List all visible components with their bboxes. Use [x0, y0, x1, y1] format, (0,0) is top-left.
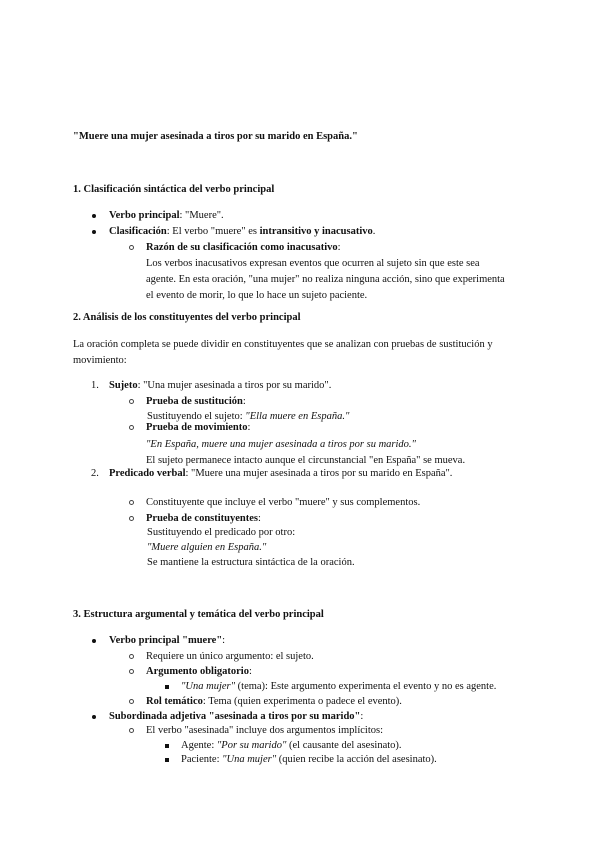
list-item	[109, 379, 331, 393]
example: "Muere alguien en España."	[147, 542, 267, 553]
circle-bullet-icon	[129, 699, 134, 704]
text: :	[247, 422, 251, 433]
text: :	[242, 396, 246, 407]
label: Verbo principal "muere"	[109, 635, 223, 646]
square-bullet-icon	[165, 744, 169, 748]
circle-bullet-icon	[129, 669, 134, 674]
example: "Por su marido"	[216, 740, 287, 751]
paragraph-line: Los verbos inacusativos expresan eventos que ocurren al sujeto sin que este sea	[146, 258, 480, 269]
list-item: Requiere un único argumento: el sujeto.	[146, 651, 314, 662]
label: Prueba de constituyentes	[146, 513, 258, 524]
circle-bullet-icon	[129, 728, 134, 733]
list-item	[181, 739, 402, 753]
list-item	[146, 395, 246, 409]
list-item	[109, 467, 452, 481]
text: : Tema (quien experimenta o padece el evento).	[202, 696, 402, 707]
label: Sujeto	[109, 380, 138, 391]
label: Argumento obligatorio	[146, 666, 249, 677]
text: (tema): Este argumento experimenta el evento y no es agente.	[235, 681, 497, 692]
text: : "Muere".	[179, 210, 224, 221]
circle-bullet-icon	[129, 500, 134, 505]
example-line	[146, 438, 416, 452]
section-1-heading: 1. Clasificación sintáctica del verbo principal	[73, 184, 275, 195]
bullet-icon	[92, 639, 96, 643]
list-number: 2.	[91, 468, 99, 479]
square-bullet-icon	[165, 685, 169, 689]
paragraph-line: Se mantiene la estructura sintáctica de la oración.	[147, 557, 355, 568]
list-item: El verbo "asesinada" incluye dos argumentos implícitos:	[146, 725, 383, 736]
example: "En España, muere una mujer asesinada a tiros por su marido."	[146, 439, 416, 450]
text: : El verbo "muere" es	[166, 226, 260, 237]
list-item	[146, 665, 252, 679]
list-item	[146, 512, 261, 526]
example: "Una mujer"	[222, 754, 277, 765]
list-item	[109, 710, 363, 724]
label: Verbo principal	[109, 210, 180, 221]
paragraph-line: Sustituyendo el predicado por otro:	[147, 527, 296, 538]
section-2-heading: 2. Análisis de los constituyentes del verbo principal	[73, 312, 301, 323]
bullet-icon	[92, 230, 96, 234]
list-item	[181, 753, 437, 767]
square-bullet-icon	[165, 758, 169, 762]
paragraph-line: movimiento:	[73, 355, 127, 366]
paragraph-line: La oración completa se puede dividir en constituyentes que se analizan con pruebas de sustitución y	[73, 339, 493, 350]
label: Paciente:	[181, 754, 223, 765]
bullet-icon	[92, 214, 96, 218]
section-3-heading: 3. Estructura argumental y temática del verbo principal	[73, 609, 324, 620]
circle-bullet-icon	[129, 654, 134, 659]
text: : "Una mujer asesinada a tiros por su marido".	[137, 380, 332, 391]
bullet-icon	[92, 715, 96, 719]
circle-bullet-icon	[129, 516, 134, 521]
label: Razón de su clasificación como inacusativo	[146, 242, 338, 253]
text: : "Muere una mujer asesinada a tiros por su marido en España".	[185, 468, 453, 479]
paragraph-line: agente. En esta oración, "una mujer" no realiza ninguna acción, sino que experimenta	[146, 274, 505, 285]
text: :	[360, 711, 364, 722]
circle-bullet-icon	[129, 399, 134, 404]
list-item	[109, 634, 225, 648]
paragraph-line: el evento de morir, lo que lo hace un sujeto paciente.	[146, 290, 368, 301]
text: :	[222, 635, 226, 646]
label: Subordinada adjetiva "asesinada a tiros por su marido"	[109, 711, 361, 722]
document-title: "Muere una mujer asesinada a tiros por su marido en España."	[73, 131, 358, 142]
bold-text: intransitivo y inacusativo	[259, 226, 373, 237]
label: Rol temático	[146, 696, 203, 707]
text: (quien recibe la acción del asesinato).	[276, 754, 437, 765]
label: Clasificación	[109, 226, 167, 237]
list-item: Constituyente que incluye el verbo "muere" y sus complementos.	[146, 497, 421, 508]
list-number: 1.	[91, 380, 99, 391]
label: Predicado verbal	[109, 468, 186, 479]
label: Prueba de movimiento	[146, 422, 248, 433]
list-item	[146, 421, 250, 435]
text: :	[248, 666, 252, 677]
circle-bullet-icon	[129, 245, 134, 250]
text: Sustituyendo el sujeto:	[147, 411, 246, 422]
list-item	[146, 241, 341, 255]
text: :	[258, 513, 261, 524]
label: Prueba de sustitución	[146, 396, 243, 407]
text: .	[372, 226, 376, 237]
example: "Ella muere en España."	[245, 411, 350, 422]
paragraph-line: El sujeto permanece intacto aunque el circunstancial "en España" se mueva.	[146, 455, 466, 466]
list-item	[109, 209, 224, 223]
list-item	[181, 680, 496, 694]
text: :	[337, 242, 341, 253]
text: (el causante del asesinato).	[286, 740, 402, 751]
label: Agente:	[181, 740, 217, 751]
list-item	[109, 225, 375, 239]
circle-bullet-icon	[129, 425, 134, 430]
example: "Una mujer"	[181, 681, 236, 692]
list-item	[146, 695, 402, 709]
example-line	[147, 541, 266, 555]
